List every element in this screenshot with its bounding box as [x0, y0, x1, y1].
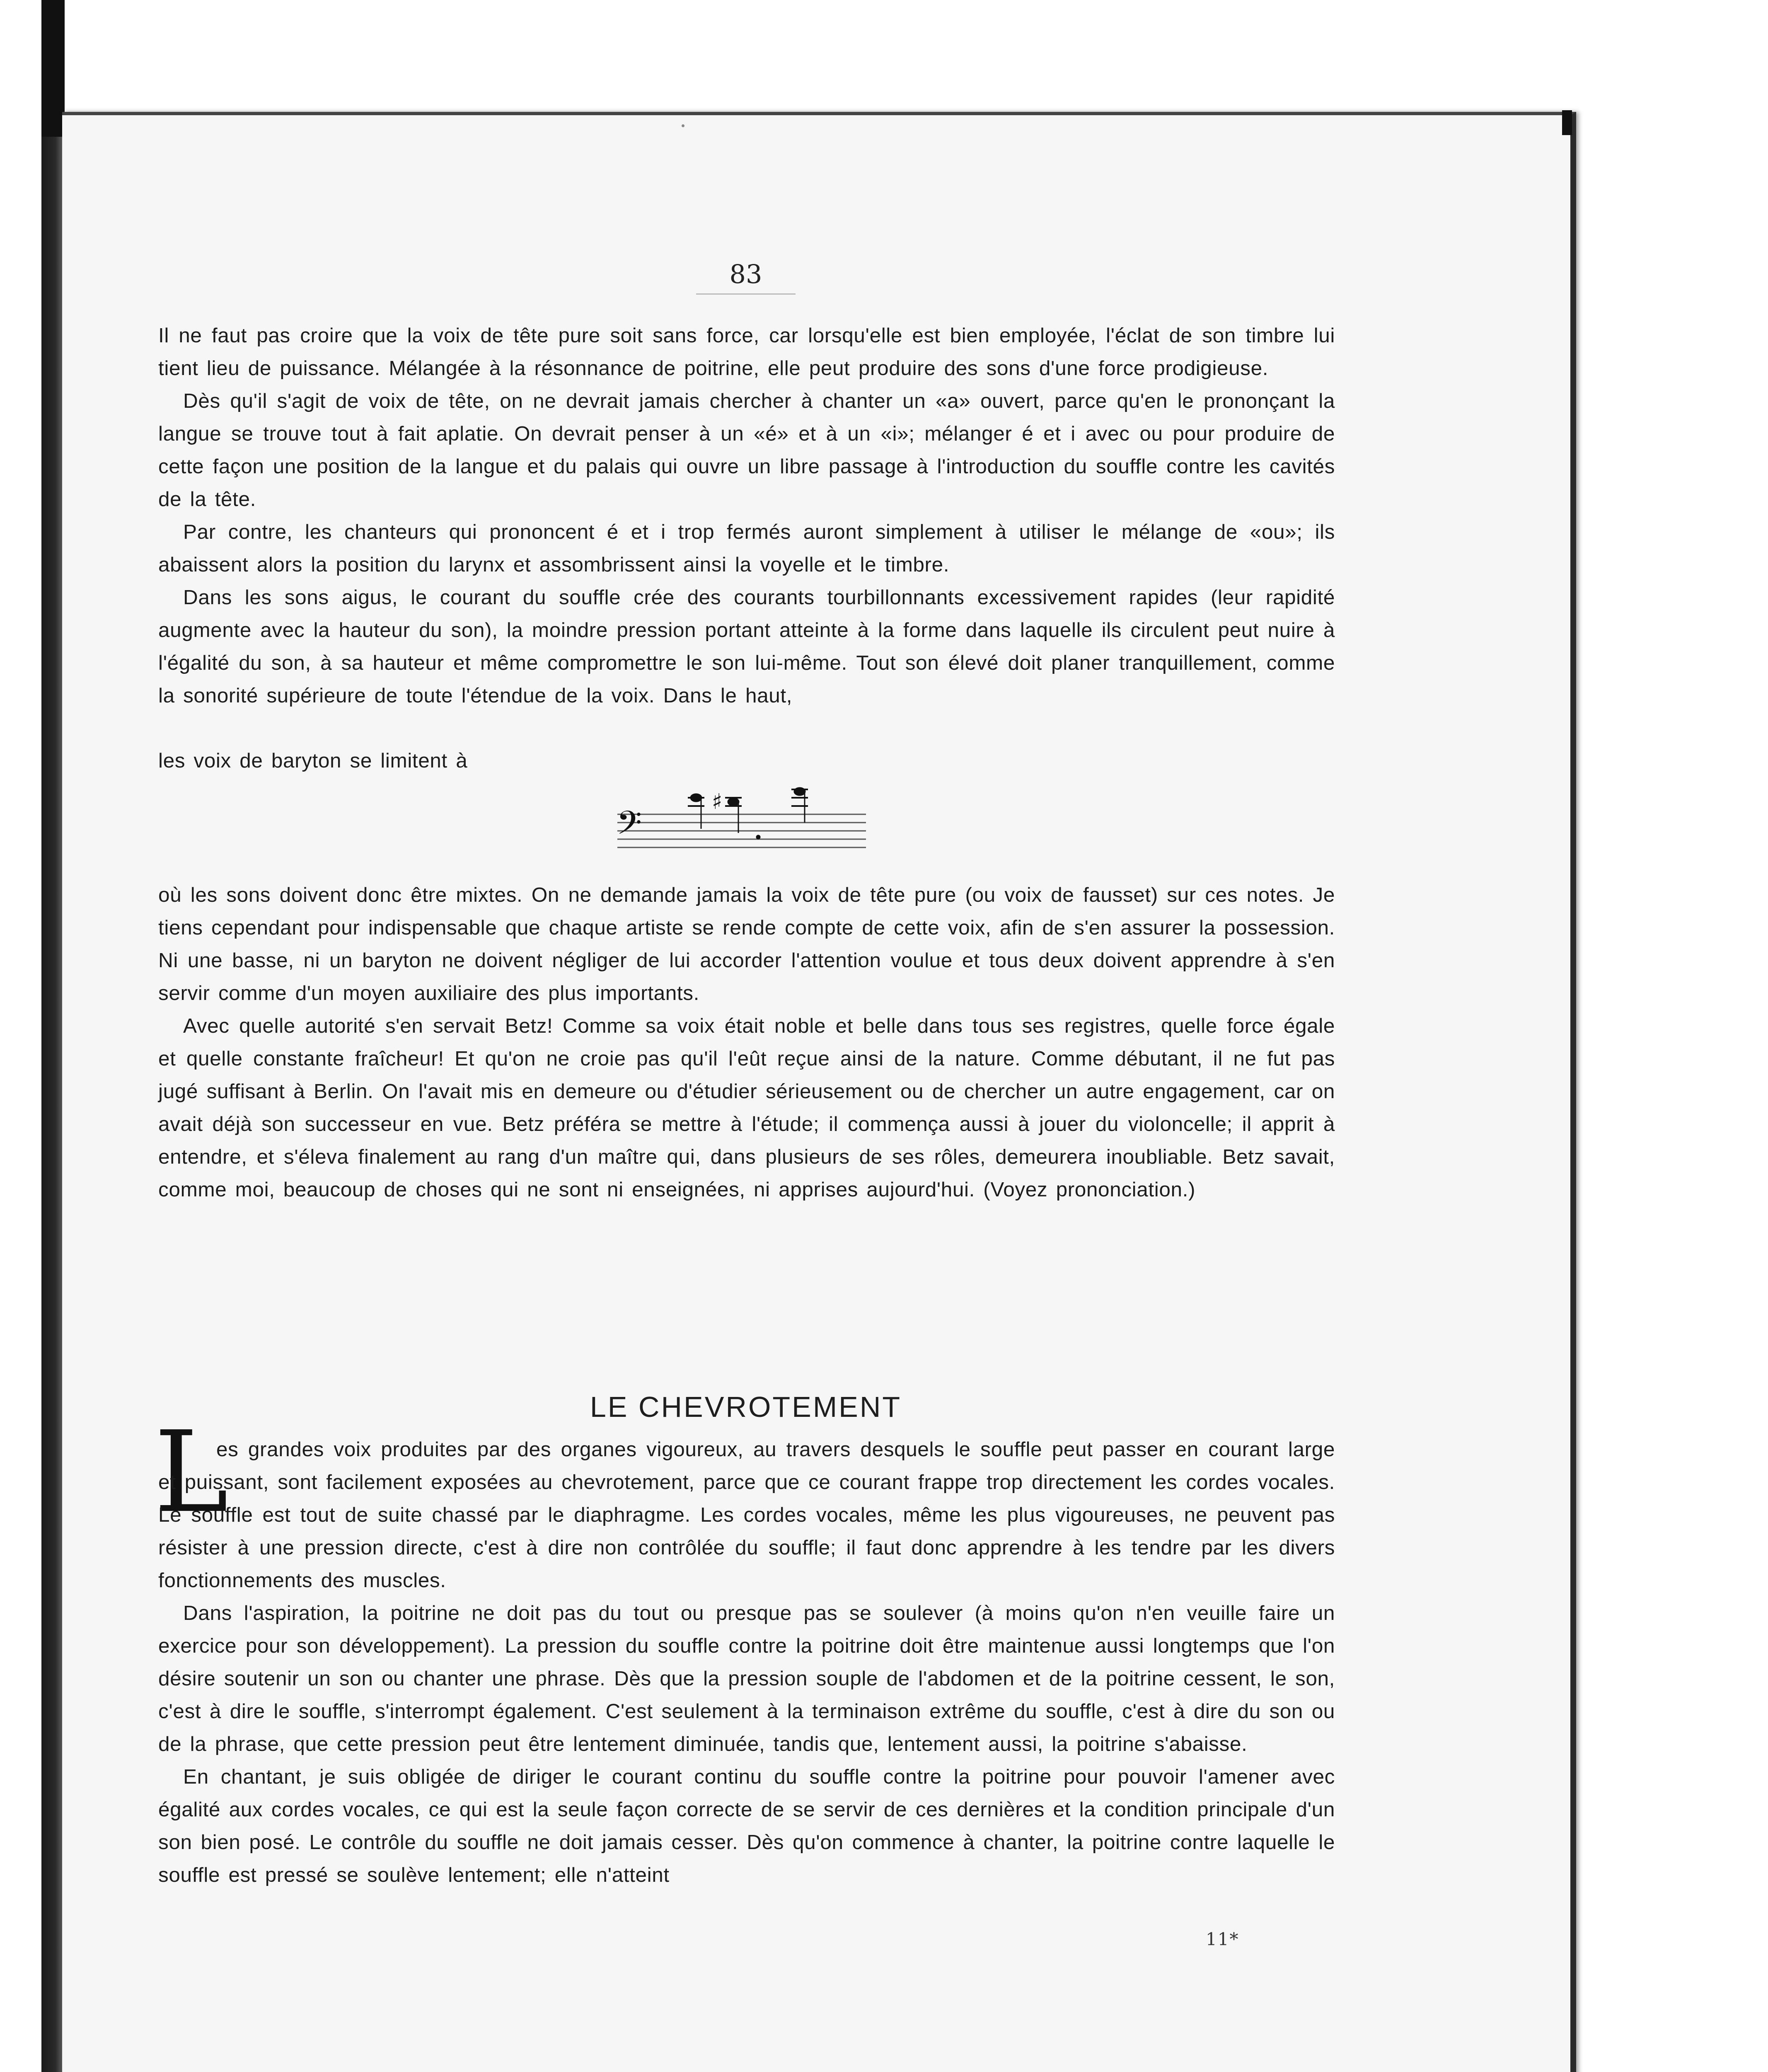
paragraph: En chantant, je suis obligée de diriger le courant continu du souffle contre la poitrine pour pouvoir l'amener avec égalité aux cordes vocales, ce qui est la seule façon correcte de se servir de ces dernières et la condition principale d'un son bien posé. Le contrôle du souffle ne doit jamais cesser. Dès qu'on commence à chanter, la poitrine contre laquelle le souffle est pressé se soulève lentement; elle n'atteint [158, 1765, 1335, 1886]
paragraph: Dans l'aspiration, la poitrine ne doit pas du tout ou presque pas se soulever (à moins qu'on n'en veuille faire un exercice pour son développement). La pression du souffle contre la poitrine doit être maintenue aussi longtemps que l'on désire soutenir un son ou chanter une phrase. Dès que la pression souple de l'abdomen et de la poitrine cessent, le son, c'est à dire le souffle, s'interrompt également. C'est seulement à la terminaison extrême du souffle, c'est à dire du son ou de la phrase, que cette pression peut être lentement diminuée, tandis que, lentement aussi, la poitrine s'abaisse. [158, 1602, 1335, 1755]
paragraph: Par contre, les chanteurs qui prononcent é et i trop fermés auront simplement à utiliser le mélange de «ou»; ils abaissent alors la position du larynx et assombrissent ainsi la voyelle et le timbre. [158, 520, 1335, 576]
note-3-low [756, 835, 760, 839]
paragraph-with-drop-cap [158, 1433, 1335, 1597]
staff-lines [617, 814, 866, 847]
scan-speck-top [682, 124, 684, 127]
note-4 [791, 787, 808, 823]
section-voix-de-tete [158, 319, 1335, 712]
section-heading: LE CHEVROTEMENT [590, 1391, 902, 1423]
paragraph: Dès qu'il s'agit de voix de tête, on ne devrait jamais chercher à chanter un «a» ouvert, parce qu'en le prononçant la langue se trouve tout à fait aplatie. On devrait penser à un «é» et à un «i»; mélanger é et i avec ou pour produire de cette façon une position de la langue et du palais qui ouvre un libre passage à l'introduction du souffle contre les cavités de la tête. [158, 390, 1335, 511]
page-corner-shadow [1562, 110, 1572, 135]
paragraph: où les sons doivent donc être mixtes. On ne demande jamais la voix de tête pure (ou voix de fausset) sur ces notes. Je tiens cependant pour indispensable que chaque artiste se rende compte de cette voix, afin de s'en assurer la possession. Ni une basse, ni un baryton ne doivent négliger de lui accorder l'attention voulue et tous deux doivent apprendre à s'en servir comme d'un moyen auxiliaire des plus importants. [158, 884, 1335, 1005]
paragraph: Dans les sons aigus, le courant du souffle crée des courants tourbillonnants excessivement rapides (leur rapidité augmente avec la hauteur du son), la moindre pression portant atteinte à la forme dans laquelle ils circulent peut nuire à l'égalité du son, à sa hauteur et même compromettre le son lui-même. Tout son élevé doit planer tranquillement, comme la sonorité supérieure de toute l'étendue de la voix. Dans le haut, [158, 586, 1335, 707]
scan-binding-shadow [41, 0, 65, 2072]
signature-mark: 11* [1206, 1929, 1239, 1949]
section-chevrotement [158, 1433, 1335, 1891]
paragraph-text: es grandes voix produites par des organes vigoureux, au travers desquels le souffle peut passer en courant large et puissant, sont facilement exposées au chevrotement, parce que ce courant frappe trop directement les cordes vocales. Le souffle est tout de suite chassé par le diaphragme. Les cordes vocales, même les plus vigoureuses, ne peuvent pas résister à une pression directe, c'est à dire non contrôlée du souffle; il faut donc apprendre à les tendre par les divers fonctionnements des muscles. [158, 1438, 1335, 1592]
note-1 [688, 794, 704, 829]
drop-cap-letter: L [154, 1407, 229, 1537]
bass-clef-icon: 𝄢 [617, 804, 642, 850]
page-number: 83 [729, 259, 762, 289]
note-2-sharp [712, 789, 742, 833]
paragraph: Avec quelle autorité s'en servait Betz! Comme sa voix était noble et belle dans tous ses registres, quelle force égale et quelle constante fraîcheur! Et qu'on ne croie pas qu'il l'eût reçue ainsi de la nature. Comme débutant, il ne fut pas jugé suffisant à Berlin. On l'avait mis en demeure ou d'étudier sérieusement ou de chercher un autre engagement, car on avait déjà son successeur en vue. Betz préféra se mettre à l'étude; il commença aussi à jouer du violoncelle; il apprit à entendre, et s'éleva finalement au rang d'un maître qui, dans plusieurs de ses rôles, demeurera inoubliable. Betz savait, comme moi, beaucoup de choses qui ne sont ni enseignées, ni apprises aujourd'hui. (Voyez prononciation.) [158, 1014, 1335, 1201]
scan-binding-shadow-top [41, 0, 65, 137]
music-staff-excerpt [613, 771, 870, 862]
staff-intro-line: les voix de baryton se limitent à [158, 749, 468, 772]
paragraph: Il ne faut pas croire que la voix de tête pure soit sans force, car lorsqu'elle est bien employée, l'éclat de son timbre lui tient lieu de puissance. Mélangée à la résonnance de poitrine, elle peut produire des sons d'une force prodigieuse. [158, 324, 1335, 380]
page-number-rule [696, 293, 796, 295]
svg-text:♯: ♯ [712, 789, 723, 814]
section-voix-mixtes [158, 879, 1335, 1206]
